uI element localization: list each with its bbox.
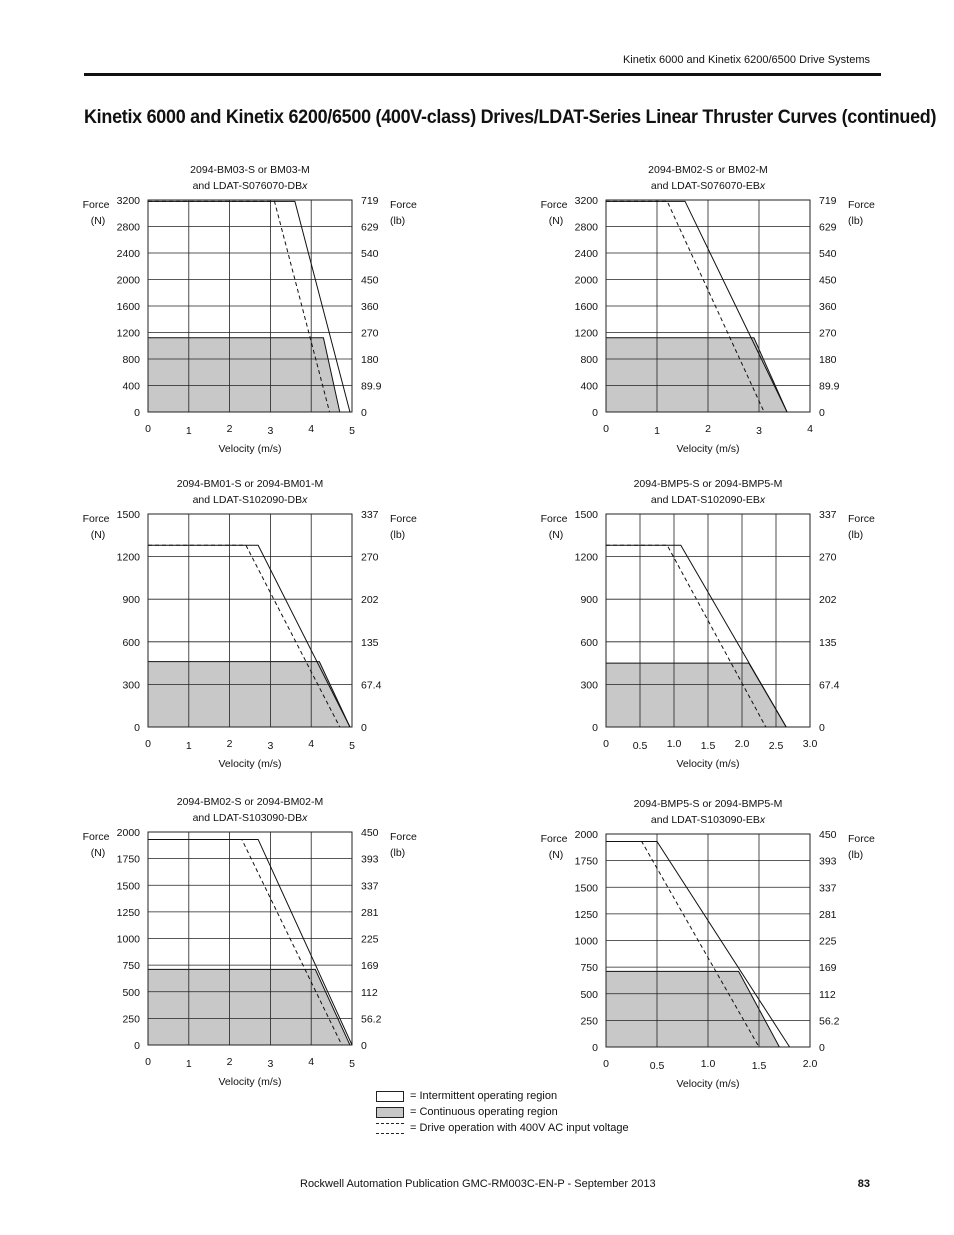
y-axis-unit-left: (N) <box>90 529 106 541</box>
x-tick-label: 5 <box>349 740 355 752</box>
y-tick-label-left: 900 <box>580 594 598 607</box>
chart-title-line2: and LDAT-S076070-DBx <box>192 180 308 192</box>
y-axis-unit-right: (lb) <box>390 215 406 227</box>
y-tick-label-right: 225 <box>361 933 379 946</box>
y-tick-label-left: 1200 <box>574 327 598 340</box>
x-tick-label: 1 <box>654 425 660 437</box>
y-tick-label-right: 89.9 <box>819 380 840 393</box>
y-tick-label-left: 1750 <box>574 855 598 868</box>
y-axis-unit-right: (lb) <box>848 215 864 227</box>
y-tick-label-right: 135 <box>361 636 379 649</box>
x-tick-label: 3 <box>267 1058 274 1070</box>
x-axis-label: Velocity (m/s) <box>218 758 282 770</box>
legend-item-intermittent <box>376 1088 629 1104</box>
x-axis-label: Velocity (m/s) <box>676 443 740 455</box>
chart-title-suffix: x <box>759 180 766 192</box>
y-tick-label-right: 540 <box>819 248 837 260</box>
y-tick-label-left: 600 <box>580 636 598 649</box>
y-axis-label-left: Force <box>540 513 568 525</box>
y-tick-label-left: 1600 <box>116 301 140 313</box>
x-tick-label: 2 <box>226 423 233 435</box>
legend-swatch-continuous <box>376 1107 404 1118</box>
legend-item-continuous <box>376 1104 629 1120</box>
y-tick-label-left: 1250 <box>574 908 598 921</box>
x-axis-label: Velocity (m/s) <box>676 758 740 770</box>
y-axis-label-right: Force <box>390 513 417 525</box>
y-tick-label-left: 0 <box>592 1042 598 1054</box>
x-tick-label: 2.0 <box>802 1058 818 1070</box>
x-tick-label: 0 <box>145 738 151 750</box>
chart-title-suffix: x <box>302 180 308 192</box>
x-axis-label: Velocity (m/s) <box>676 1078 740 1090</box>
y-tick-label-right: 67.4 <box>819 679 840 692</box>
y-tick-label-right: 337 <box>361 509 379 521</box>
y-tick-label-left: 250 <box>580 1015 598 1028</box>
y-tick-label-right: 180 <box>361 354 379 366</box>
y-tick-label-right: 0 <box>361 1040 367 1052</box>
chart-title-line1: 2094-BM02-S or 2094-BM02-M <box>176 796 324 808</box>
y-tick-label-right: 0 <box>361 722 367 734</box>
y-tick-label-left: 400 <box>580 380 598 393</box>
y-tick-label-right: 337 <box>819 509 837 521</box>
y-tick-label-left: 2000 <box>116 827 140 839</box>
chart-title-line2: and LDAT-S103090-DBx <box>192 812 308 824</box>
y-tick-label-left: 1200 <box>116 551 140 564</box>
x-tick-label: 1.5 <box>751 1060 767 1072</box>
continuous-region <box>606 663 786 727</box>
y-tick-label-right: 337 <box>819 882 837 895</box>
y-tick-label-left: 1000 <box>574 935 598 948</box>
y-tick-label-left: 1500 <box>574 882 598 895</box>
y-axis-unit-right: (lb) <box>848 849 864 861</box>
y-axis-label-right: Force <box>390 199 417 211</box>
y-tick-label-right: 0 <box>819 1042 825 1054</box>
y-axis-label-right: Force <box>848 833 875 845</box>
y-tick-label-left: 1500 <box>574 509 598 521</box>
y-tick-label-right: 360 <box>361 301 379 313</box>
y-tick-label-right: 281 <box>819 908 837 921</box>
y-tick-label-right: 169 <box>361 960 379 973</box>
y-tick-label-right: 719 <box>361 195 379 207</box>
y-tick-label-left: 3200 <box>574 195 598 207</box>
y-tick-label-left: 600 <box>122 636 140 649</box>
chart-title-suffix: x <box>759 494 766 506</box>
y-axis-label-left: Force <box>82 831 110 843</box>
y-axis-unit-left: (N) <box>548 215 564 227</box>
legend-item-drive-400v <box>376 1120 629 1136</box>
chart-2 <box>541 164 875 455</box>
y-tick-label-right: 270 <box>819 327 837 340</box>
continuous-region <box>148 662 350 727</box>
y-tick-label-right: 169 <box>819 962 837 975</box>
y-tick-label-right: 225 <box>819 935 837 948</box>
y-axis-label-right: Force <box>848 199 875 211</box>
page-title: Kinetix 6000 and Kinetix 6200/6500 (400V-class) Drives/LDAT-Series Linear Thruster Curves (continued) <box>84 106 937 128</box>
y-tick-label-right: 56.2 <box>361 1013 382 1026</box>
y-tick-label-left: 900 <box>122 594 140 607</box>
y-tick-label-left: 300 <box>580 679 598 692</box>
x-tick-label: 0 <box>145 423 151 435</box>
y-tick-label-left: 1200 <box>574 551 598 564</box>
y-tick-label-right: 360 <box>819 301 837 313</box>
footer-page-number: 83 <box>857 1178 870 1190</box>
y-tick-label-left: 1750 <box>116 853 140 866</box>
chart-1 <box>83 164 417 455</box>
y-tick-label-left: 1250 <box>116 906 140 919</box>
footer-publication: Rockwell Automation Publication GMC-RM003C-EN-P - September 2013 <box>300 1178 656 1190</box>
x-axis-label: Velocity (m/s) <box>218 443 282 455</box>
legend-label-intermittent: = Intermittent operating region <box>410 1090 558 1102</box>
x-tick-label: 0 <box>145 1056 151 1068</box>
x-tick-label: 4 <box>308 738 315 750</box>
y-tick-label-right: 450 <box>819 829 837 841</box>
continuous-region <box>606 971 779 1047</box>
y-tick-label-right: 270 <box>361 327 379 340</box>
y-tick-label-right: 450 <box>361 827 379 839</box>
chart-title-line1: 2094-BM03-S or BM03-M <box>190 164 310 176</box>
y-tick-label-left: 800 <box>580 354 598 366</box>
x-tick-label: 1 <box>185 740 192 752</box>
x-tick-label: 3 <box>267 425 274 437</box>
y-tick-label-left: 500 <box>122 986 140 999</box>
x-tick-label: 4 <box>807 423 813 435</box>
chart-title-line1: 2094-BM01-S or 2094-BM01-M <box>176 478 324 490</box>
y-tick-label-right: 450 <box>819 274 837 287</box>
chart-4 <box>541 478 875 770</box>
y-tick-label-left: 0 <box>134 722 140 734</box>
y-tick-label-right: 270 <box>361 551 379 564</box>
y-tick-label-right: 393 <box>819 855 837 868</box>
y-tick-label-right: 0 <box>361 407 367 419</box>
y-tick-label-right: 540 <box>361 248 379 260</box>
y-tick-label-left: 2800 <box>116 221 140 234</box>
chart-title-line1: 2094-BMP5-S or 2094-BMP5-M <box>633 478 783 490</box>
y-tick-label-left: 2800 <box>574 221 598 234</box>
y-tick-label-left: 400 <box>122 380 140 393</box>
x-tick-label: 0 <box>603 1058 609 1070</box>
y-tick-label-left: 1500 <box>116 509 140 521</box>
y-tick-label-right: 629 <box>361 221 379 234</box>
chart-6 <box>541 798 875 1090</box>
legend <box>376 1088 629 1136</box>
y-tick-label-left: 1200 <box>116 327 140 340</box>
y-tick-label-right: 393 <box>361 853 379 866</box>
chart-5 <box>83 796 417 1088</box>
chart-title-line1: 2094-BMP5-S or 2094-BMP5-M <box>633 798 783 810</box>
x-tick-label: 0.5 <box>649 1060 665 1072</box>
x-tick-label: 2 <box>705 423 711 435</box>
y-tick-label-left: 2000 <box>574 829 598 841</box>
y-axis-unit-left: (N) <box>548 849 564 861</box>
y-tick-label-right: 0 <box>819 722 825 734</box>
y-axis-label-right: Force <box>390 831 417 843</box>
y-axis-unit-right: (lb) <box>848 529 864 541</box>
x-tick-label: 2.0 <box>734 738 750 750</box>
chart-title-suffix: x <box>759 814 766 826</box>
y-tick-label-left: 1000 <box>116 933 140 946</box>
chart-title-line1: 2094-BM02-S or BM02-M <box>648 164 768 176</box>
y-tick-label-right: 202 <box>819 594 837 607</box>
x-axis-label: Velocity (m/s) <box>218 1076 282 1088</box>
y-axis-unit-left: (N) <box>90 215 106 227</box>
y-tick-label-left: 0 <box>134 1040 140 1052</box>
chart-title-line2: and LDAT-S103090-EBx <box>650 814 766 826</box>
x-tick-label: 4 <box>308 1056 315 1068</box>
legend-label-drive-400v: = Drive operation with 400V AC input voltage <box>410 1122 629 1134</box>
y-tick-label-left: 0 <box>592 722 598 734</box>
chart-title-line2: and LDAT-S076070-EBx <box>650 180 766 192</box>
y-tick-label-left: 2000 <box>116 274 140 287</box>
x-tick-label: 4 <box>308 423 315 435</box>
legend-swatch-intermittent <box>376 1091 404 1102</box>
y-axis-label-left: Force <box>82 513 110 525</box>
x-tick-label: 3 <box>756 425 762 437</box>
x-tick-label: 5 <box>349 1058 355 1070</box>
x-tick-label: 2 <box>226 738 233 750</box>
y-tick-label-right: 135 <box>819 636 837 649</box>
y-tick-label-right: 450 <box>361 274 379 287</box>
y-tick-label-right: 112 <box>819 988 836 1001</box>
chart-title-suffix: x <box>302 494 308 506</box>
y-tick-label-left: 500 <box>580 988 598 1001</box>
x-tick-label: 0 <box>603 738 609 750</box>
y-tick-label-left: 2400 <box>574 248 598 260</box>
y-tick-label-right: 89.9 <box>361 380 382 393</box>
y-tick-label-left: 750 <box>580 962 598 975</box>
y-tick-label-right: 337 <box>361 880 379 893</box>
y-axis-label-left: Force <box>540 199 568 211</box>
y-axis-unit-right: (lb) <box>390 529 406 541</box>
x-tick-label: 1.0 <box>700 1058 716 1070</box>
x-tick-label: 3.0 <box>802 738 818 750</box>
y-tick-label-right: 202 <box>361 594 379 607</box>
x-tick-label: 1.5 <box>700 740 716 752</box>
y-tick-label-right: 180 <box>819 354 837 366</box>
y-tick-label-right: 0 <box>819 407 825 419</box>
y-tick-label-left: 0 <box>592 407 598 419</box>
y-axis-unit-left: (N) <box>90 847 106 859</box>
chart-title-line2: and LDAT-S102090-EBx <box>650 494 766 506</box>
y-tick-label-left: 2000 <box>574 274 598 287</box>
y-tick-label-left: 750 <box>122 960 140 973</box>
x-tick-label: 1 <box>185 425 192 437</box>
continuous-region <box>606 338 787 412</box>
y-tick-label-left: 300 <box>122 679 140 692</box>
y-axis-unit-right: (lb) <box>390 847 406 859</box>
y-tick-label-left: 1600 <box>574 301 598 313</box>
y-tick-label-left: 2400 <box>116 248 140 260</box>
x-tick-label: 0 <box>603 423 609 435</box>
y-axis-label-left: Force <box>540 833 568 845</box>
y-axis-label-left: Force <box>82 199 110 211</box>
y-tick-label-left: 3200 <box>116 195 140 207</box>
y-tick-label-left: 800 <box>122 354 140 366</box>
legend-swatch-drive-400v <box>376 1123 404 1134</box>
chart-3 <box>83 478 417 770</box>
y-tick-label-left: 0 <box>134 407 140 419</box>
running-header: Kinetix 6000 and Kinetix 6200/6500 Drive Systems <box>622 54 870 66</box>
x-tick-label: 2 <box>226 1056 233 1068</box>
chart-title-line2: and LDAT-S102090-DBx <box>192 494 308 506</box>
legend-label-continuous: = Continuous operating region <box>410 1106 558 1118</box>
x-tick-label: 1 <box>185 1058 192 1070</box>
continuous-region <box>148 969 350 1045</box>
y-tick-label-right: 112 <box>361 986 378 999</box>
y-axis-label-right: Force <box>848 513 875 525</box>
y-tick-label-right: 629 <box>819 221 837 234</box>
y-tick-label-right: 281 <box>361 906 379 919</box>
x-tick-label: 0.5 <box>632 740 648 752</box>
x-tick-label: 3 <box>267 740 274 752</box>
y-tick-label-right: 270 <box>819 551 837 564</box>
y-axis-unit-left: (N) <box>548 529 564 541</box>
y-tick-label-left: 250 <box>122 1013 140 1026</box>
chart-title-suffix: x <box>302 812 308 824</box>
x-tick-label: 5 <box>349 425 355 437</box>
x-tick-label: 1.0 <box>666 738 682 750</box>
y-tick-label-left: 1500 <box>116 880 140 893</box>
y-tick-label-right: 67.4 <box>361 679 382 692</box>
x-tick-label: 2.5 <box>768 740 784 752</box>
y-tick-label-right: 719 <box>819 195 837 207</box>
y-tick-label-right: 56.2 <box>819 1015 840 1028</box>
